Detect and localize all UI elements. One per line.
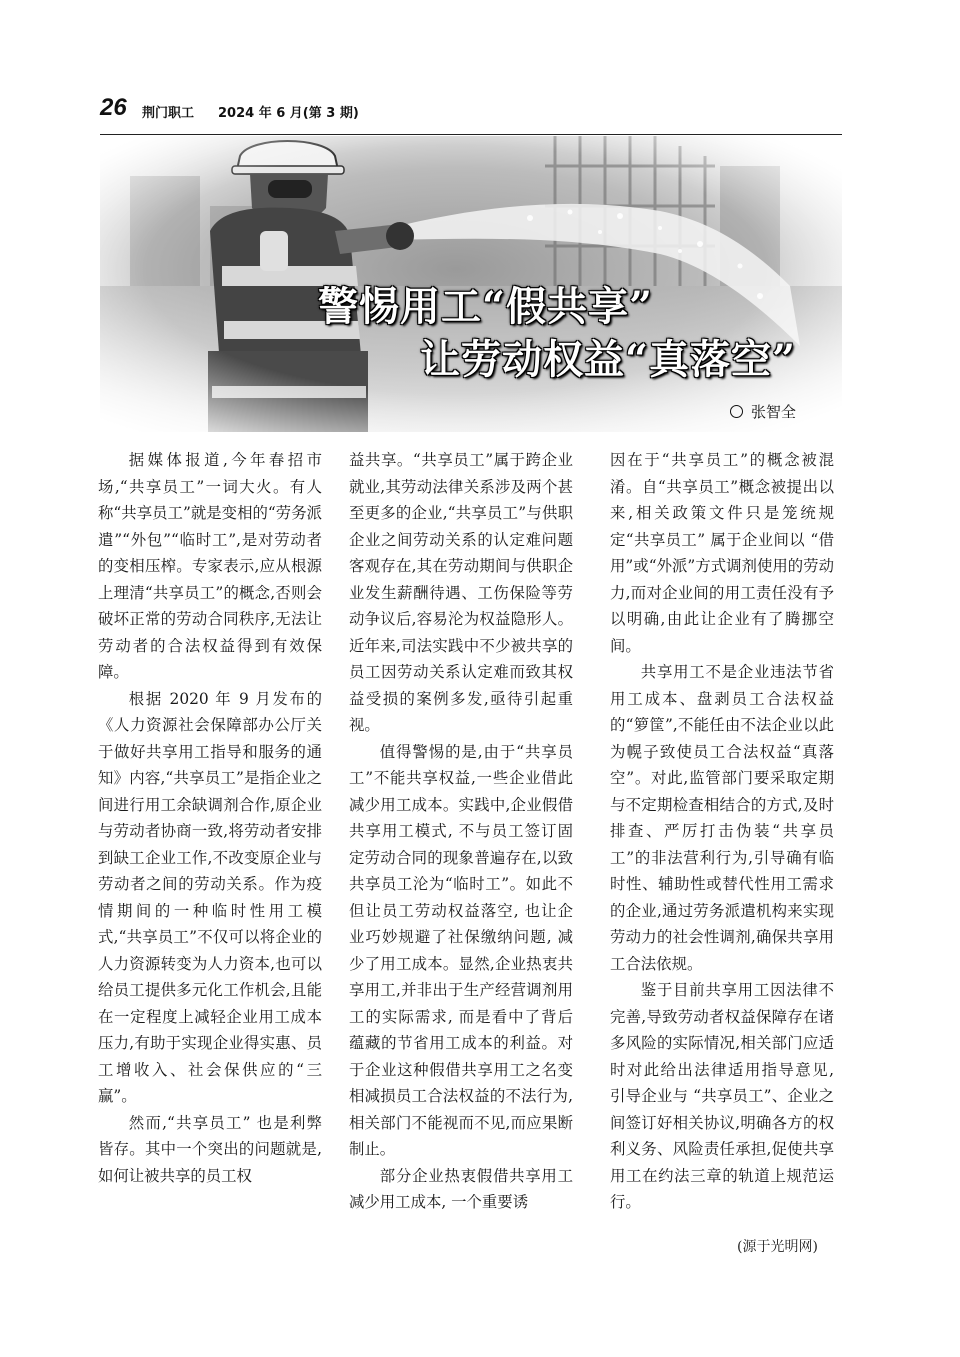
text-column-2 [349,447,573,1216]
journal-name: 荆门职工 [142,106,195,121]
paragraph: 据媒体报道,今年春招市场,“共享员工”一词大火。有人称“共享员工”就是变相的“劳务派遣”“外包”“临时工”,是对劳动者的变相压榨。专家表示,应从根源上理清“共享员工”的概念,否则会破坏正常的劳动合同秩序,无法让劳动者的合法权益得到有效保障。 [98,451,322,681]
author-name: 张智全 [751,403,797,421]
paragraph: 共享用工不是企业违法节省用工成本、盘剥员工合法权益的“箩筐”,不能任由不法企业以此为幌子致使员工合法权益“真落空”。对此,监管部门要采取定期与不定期检查相结合的方式,及时排查、严厉打击伪装“共享员工”的非法营利行为,引导确有临时性、辅助性或替代性用工需求的企业,通过劳务派遣机构来实现劳动力的社会性调剂,确保共享用工合法依规。 [610,663,834,973]
page-header [100,94,842,135]
paragraph: 益共享。“共享员工”属于跨企业就业,其劳动法律关系涉及两个甚至更多的企业,“共享员工”与供职企业之间劳动关系的认定难问题客观存在,其在劳动期间与供职企业发生薪酬待遇、工伤保险等劳动争议后,容易沦为权益隐形人。近年来,司法实践中不少被共享的员工因劳动关系认定难而致其权益受损的案例多发,亟待引起重视。 [349,451,573,734]
circle-icon [730,405,743,418]
issue-info: 2024 年 6 月(第 3 期) [218,106,359,121]
header-photo [100,136,842,432]
paragraph: 部分企业热衷假借共享用工减少用工成本, 一个重要诱 [349,1166,573,1211]
paragraph: 根据 2020 年 9 月发布的《人力资源社会保障部办公厅关于做好共享用工指导和服务的通知》内容,“共享员工”是指企业之间进行用工余缺调剂合作,原企业与劳动者协商一致,将劳动者安排到缺工企业工作,不改变原企业与劳动者之间的劳动关系。作为疫情期间的一种临时性用工模式,“共享员工”不仅可以将企业的人力资源转变为人力资本,也可以给员工提供多元化工作机会,且能在一定程度上减轻企业用工成本压力,有助于实现企业得实惠、员工增收入、社会保供应的“三赢”。 [98,689,322,1105]
paragraph: 因在于“共享员工”的概念被混淆。自“共享员工”概念被提出以来,相关政策文件只是笼统规定“共享员工” 属于企业间以 “借用”或“外派”方式调剂使用的劳动力,而对企业间的用工责任没有予以明确,由此让企业有了腾挪空间。 [610,451,834,655]
article-title-line-2: 让劳动权益“真落空” [420,336,797,383]
page-number: 26 [100,94,127,121]
paragraph: 值得警惕的是,由于“共享员工”不能共享权益,一些企业借此减少用工成本。实践中,企业假借共享用工模式, 不与员工签订固定劳动合同的现象普遍存在,以致共享员工沦为“临时工”。如此不但让员工劳动权益落空, 也让企业巧妙规避了社保缴纳问题, 减少了用工成本。显然,企业热衷共享用工,并非出于生产经营调剂用工的实际需求, 而是看中了背后蕴藏的节省用工成本的利益。对于企业这种假借共享用工之名变相减损员工合法权益的不法行为,相关部门不能视而不见,而应果断制止。 [349,742,573,1158]
paragraph: 鉴于目前共享用工因法律不完善,导致劳动者权益保障存在诸多风险的实际情况,相关部门应适时对此给出法律适用指导意见, 引导企业与 “共享员工”、企业之间签订好相关协议,明确各方的权利义务、风险责任承担,促使共享用工在约法三章的轨道上规范运行。 [610,981,834,1211]
paragraph: 然而,“共享员工” 也是利弊皆存。其中一个突出的问题就是,如何让被共享的员工权 [98,1113,322,1185]
author-byline [730,401,796,422]
text-column-1 [98,447,322,1189]
source-note: (源于光明网) [737,1239,818,1255]
text-column-3 [610,447,834,1216]
article-title-line-1: 警惕用工“假共享” [318,283,654,330]
